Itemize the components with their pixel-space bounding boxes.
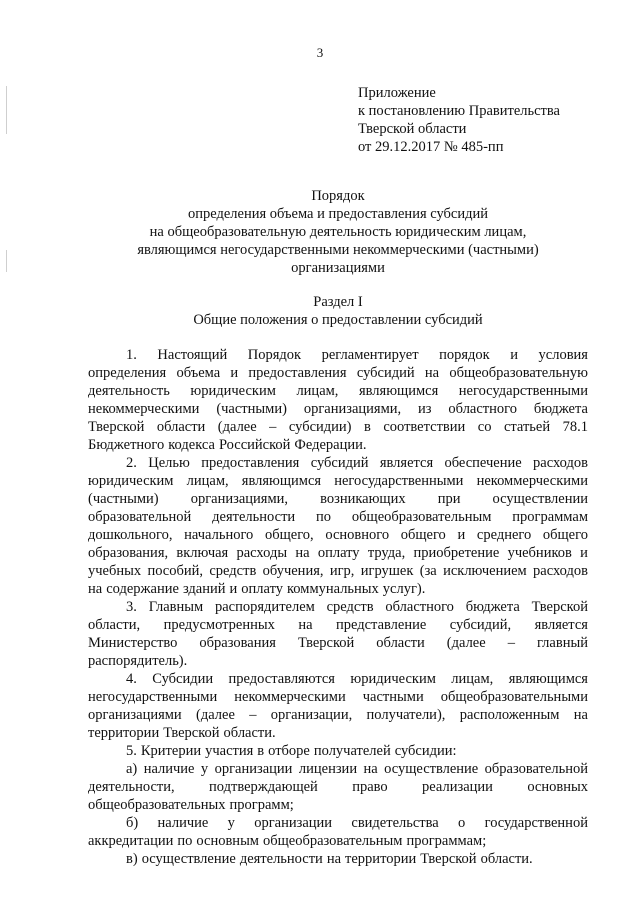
body-line: 2. Целью предоставления субсидий является обеспечение расходов <box>126 455 588 471</box>
section-number: Раздел I <box>313 294 363 310</box>
section-title: Общие положения о предоставлении субсидий <box>193 312 483 328</box>
body-line: области, предусмотренных на представление субсидий, является <box>88 617 588 633</box>
body-text <box>88 346 588 868</box>
body-line: некоммерческими (частными) организациями, из областного бюджета <box>88 401 588 417</box>
body-line: Министерство образования Тверской области (далее – главный <box>88 635 588 651</box>
title-line: Порядок <box>311 188 365 204</box>
title-line: на общеобразовательную деятельность юридическим лицам, <box>149 224 527 240</box>
body-line: учебных пособий, средств обучения, игр, игрушек (за исключением расходов <box>88 563 588 579</box>
body-line: негосударственными некоммерческими частными общеобразовательными <box>88 689 588 705</box>
body-line: дошкольного, начального общего, основного общего и среднего общего <box>88 527 588 543</box>
body-line: а) наличие у организации лицензии на осуществление образовательной <box>126 761 588 777</box>
body-line: определения объема и предоставления субсидий на общеобразовательную <box>88 365 588 381</box>
section-heading <box>88 293 588 329</box>
body-line: (частными) организациями, возникающих при осуществлении <box>88 491 588 507</box>
body-line: деятельность юридическим лицам, являющимся негосударственными <box>88 383 588 399</box>
appendix-block <box>358 84 628 156</box>
body-line: 5. Критерии участия в отборе получателей субсидии: <box>126 743 457 759</box>
body-line: юридическим лицам, являющимся негосударственными некоммерческими <box>88 473 588 489</box>
scan-margin-mark <box>6 250 7 272</box>
body-line: образования, включая расходы на оплату труда, приобретение учебников и <box>88 545 588 561</box>
body-line: Бюджетного кодекса Российской Федерации. <box>88 437 367 453</box>
appendix-line: от 29.12.2017 № 485-пп <box>358 139 504 155</box>
title-line: организациями <box>291 260 385 276</box>
appendix-line: Приложение <box>358 85 436 101</box>
body-line: территории Тверской области. <box>88 725 276 741</box>
body-line: аккредитации по основным общеобразовательным программам; <box>88 833 487 849</box>
body-line: Тверской области (далее – субсидии) в соответствии со статьей 78.1 <box>88 419 588 435</box>
document-title <box>88 187 588 277</box>
body-line: 4. Субсидии предоставляются юридическим лицам, являющимся <box>126 671 588 687</box>
body-line: общеобразовательных программ; <box>88 797 294 813</box>
body-line: на содержание зданий и оплату коммунальных услуг). <box>88 581 426 597</box>
body-line: 3. Главным распорядителем средств областного бюджета Тверской <box>126 599 588 615</box>
body-line: 1. Настоящий Порядок регламентирует порядок и условия <box>126 347 588 363</box>
body-line: б) наличие у организации свидетельства о государственной <box>126 815 588 831</box>
appendix-line: Тверской области <box>358 121 467 137</box>
title-line: определения объема и предоставления субсидий <box>187 206 489 222</box>
body-line: деятельности, подтверждающей право реализации основных <box>88 779 588 795</box>
body-line: образовательной деятельности по общеобразовательным программам <box>88 509 588 525</box>
page-number: 3 <box>316 45 324 60</box>
body-line: организациями (далее – организации, получатели), расположенным на <box>88 707 588 723</box>
body-line: распорядитель). <box>88 653 188 669</box>
appendix-line: к постановлению Правительства <box>358 103 560 119</box>
title-line: являющимся негосударственными некоммерческими (частными) <box>137 242 539 258</box>
scan-margin-mark <box>6 86 7 134</box>
body-line: в) осуществление деятельности на территории Тверской области. <box>126 851 533 867</box>
